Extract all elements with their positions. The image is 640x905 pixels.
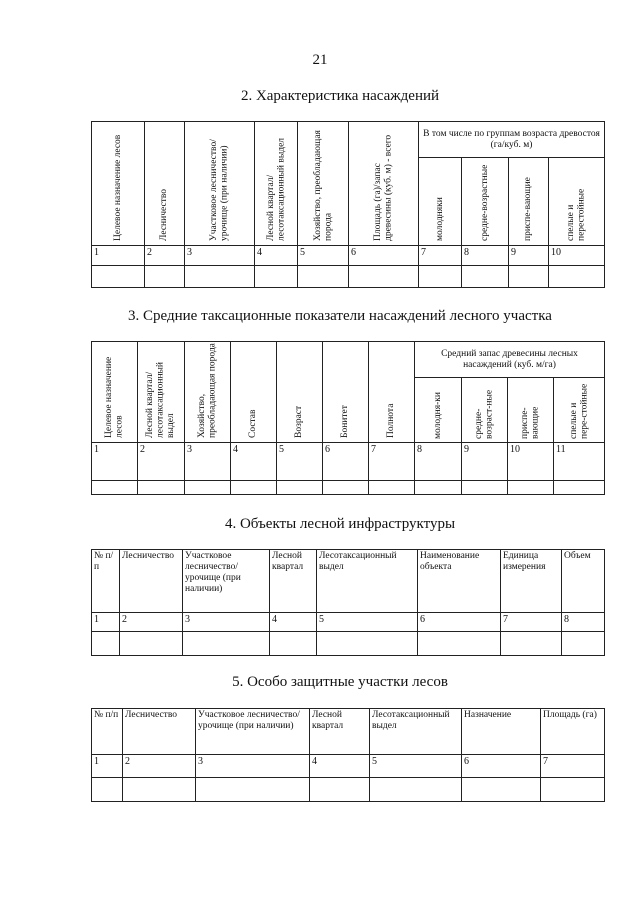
col-header-young: молодняки: [419, 158, 462, 246]
col-header-district: Участковое лесничество/урочище (при наличии): [196, 709, 310, 755]
table-header-row: [92, 709, 605, 755]
col-header-middle-aged: средне-возрастные: [462, 158, 509, 246]
col-header-area-total: Площадь (га)/запас древесины (куб. м) - всего: [349, 122, 419, 246]
col-header-species: Хозяйство, преобладающая порода: [185, 342, 231, 443]
col-header-quarter: Лесной квартал/ лесотаксационный выдел: [255, 122, 298, 246]
table-row-numbering: 1 2 3 4 5 6 7 8 9 10 11: [92, 443, 605, 481]
table-row-numbering: 1 2 3 4 5 6 7: [92, 755, 605, 778]
col-header-mature: спелые и пере-стойные: [554, 378, 605, 443]
table-header-row: [92, 550, 605, 613]
col-header-district: Участковое лесничество/ урочище (при наличии): [183, 550, 270, 613]
col-header-quarter: Лесной квартал/ лесотаксационный выдел: [138, 342, 185, 443]
table-average-taxation-indicators: [91, 341, 605, 495]
col-header-quarter: Лесной квартал: [270, 550, 317, 613]
col-header-composition: Состав: [231, 342, 277, 443]
col-header-object-name: Наименование объекта: [418, 550, 501, 613]
table-row-empty: [92, 481, 605, 495]
section-5-title: 5. Особо защитные участки лесов: [232, 674, 448, 690]
section-4-title: 4. Объекты лесной инфраструктуры: [224, 516, 456, 532]
col-header-forestry: Лесничество: [145, 122, 185, 246]
col-header-density: Полнота: [369, 342, 415, 443]
col-header-purpose: Назначение: [462, 709, 541, 755]
page-number: 21: [312, 52, 328, 68]
col-header-no: № п/п: [92, 550, 120, 613]
col-header-maturing: приспе-вающие: [508, 378, 554, 443]
table-protective-areas: [91, 708, 605, 802]
group-header-average-stock: Средний запас древесины лесных насаждений (куб. м/га): [415, 342, 605, 378]
section-3-title: 3. Средние таксационные показатели насаждений лесного участка: [128, 308, 552, 324]
col-header-area: Площадь (га): [541, 709, 605, 755]
col-header-unit: Единица измерения: [501, 550, 562, 613]
col-header-middle-aged: средне-возраст-ные: [462, 378, 508, 443]
col-header-forestry: Лесничество: [123, 709, 196, 755]
col-header-quarter: Лесной квартал: [310, 709, 370, 755]
group-header-age-groups: В том числе по группам возраста древостоя (га/куб. м): [419, 122, 605, 158]
table-forest-infrastructure: [91, 549, 605, 656]
col-header-age: Возраст: [277, 342, 323, 443]
table-row-empty: [92, 632, 605, 656]
col-header-maturing: приспе-вающие: [509, 158, 549, 246]
col-header-purpose: Целевое назначение лесов: [92, 342, 138, 443]
table-row-numbering: 1 2 3 4 5 6 7 8 9 10: [92, 246, 605, 266]
col-header-forestry: Лесничество: [120, 550, 183, 613]
col-header-purpose: Целевое назначение лесов: [92, 122, 145, 246]
section-2-title: 2. Характеристика насаждений: [240, 88, 440, 104]
col-header-species: Хозяйство, преобладающая порода: [298, 122, 349, 246]
col-header-mature: спелые и перестойные: [549, 158, 605, 246]
col-header-volume: Объем: [562, 550, 605, 613]
col-header-district: Участковое лесничество/ урочище (при наличии): [185, 122, 255, 246]
col-header-bonitet: Бонитет: [323, 342, 369, 443]
col-header-no: № п/п: [92, 709, 123, 755]
table-stand-characteristics: [91, 121, 605, 288]
table-row-empty: [92, 778, 605, 802]
col-header-allotment: Лесотаксационный выдел: [370, 709, 462, 755]
table-row-empty: [92, 266, 605, 288]
table-row-numbering: 1 2 3 4 5 6 7 8: [92, 613, 605, 632]
col-header-allotment: Лесотаксационный выдел: [317, 550, 418, 613]
col-header-young: молодня-ки: [415, 378, 462, 443]
